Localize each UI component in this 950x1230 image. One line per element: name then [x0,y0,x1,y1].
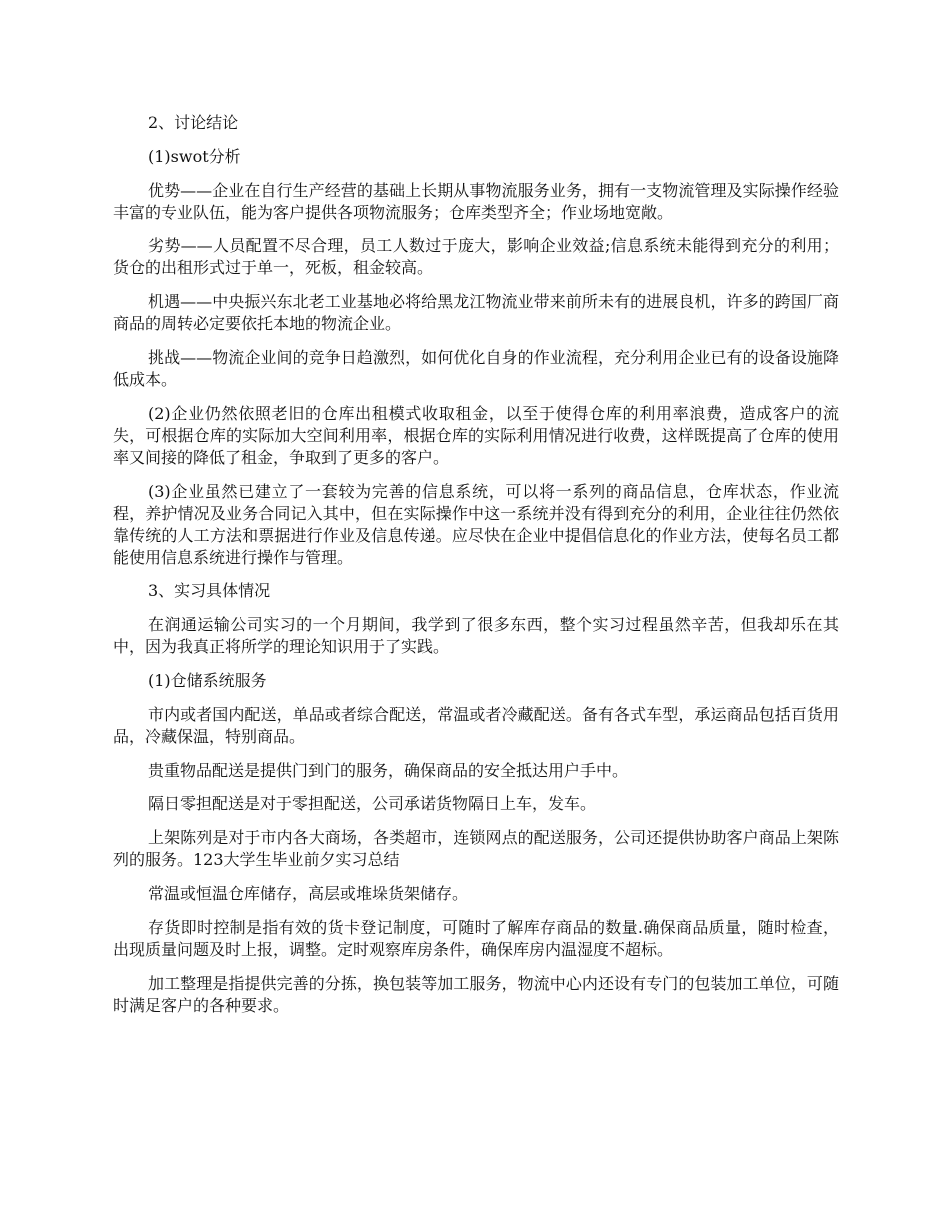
paragraph-valuables: 贵重物品配送是提供门到门的服务，确保商品的安全抵达用户手中。 [148,760,629,780]
paragraph-strengths: 优势——企业在自行生产经营的基础上长期从事物流服务业务，拥有一支物流管理及实际操作经验丰富的专业队伍，能为客户提供各项物流服务；仓库类型齐全；作业场地宽敞。 [113,180,839,222]
subheading-swot: (1)swot分析 [148,146,241,166]
paragraph-next-day: 隔日零担配送是对于零担配送，公司承诺货物隔日上车，发车。 [148,794,597,814]
document-body [113,112,839,1028]
paragraph-storage: 常温或恒温仓库储存，高层或堆垛货架储存。 [148,883,469,903]
paragraph-internship-intro: 在润通运输公司实习的一个月期间，我学到了很多东西，整个实习过程虽然辛苦，但我却乐在其中，因为我真正将所学的理论知识用于了实践。 [113,615,839,657]
section-heading-discussion: 2、讨论结论 [148,113,239,132]
paragraph-delivery: 市内或者国内配送，单品或者综合配送，常温或者冷藏配送。备有各式车型，承运商品包括百货用品，冷藏保温，特别商品。 [113,704,839,746]
paragraph-threats: 挑战——物流企业间的竞争日趋激烈，如何优化自身的作业流程，充分利用企业已有的设备设施降低成本。 [113,347,839,389]
paragraph-processing: 加工整理是指提供完善的分拣，换包装等加工服务，物流中心内还设有专门的包装加工单位，可随时满足客户的各种要求。 [113,973,839,1015]
paragraph-weaknesses: 劣势——人员配置不尽合理，员工人数过于庞大，影响企业效益;信息系统未能得到充分的利用；货仓的出租形式过于单一，死板，租金较高。 [113,236,839,278]
paragraph-point-3: (3)企业虽然已建立了一套较为完善的信息系统，可以将一系列的商品信息，仓库状态，作业流程，养护情况及业务合同记入其中，但在实际操作中这一系统并没有得到充分的利用，企业往往仍然依靠传统的人工方法和票据进行作业及信息传递。应尽快在企业中提倡信息化的作业方法，使每名员工都能使用信息系统进行操作与管理。 [113,481,839,567]
subheading-warehouse-service: (1)仓储系统服务 [148,670,267,690]
paragraph-shelving: 上架陈列是对于市内各大商场，各类超市，连锁网点的配送服务，公司还提供协助客户商品上架陈列的服务。123大学生毕业前夕实习总结 [113,828,839,870]
paragraph-point-2: (2)企业仍然依照老旧的仓库出租模式收取租金，以至于使得仓库的利用率浪费，造成客户的流失，可根据仓库的实际加大空间利用率，根据仓库的实际利用情况进行收费，这样既提高了仓库的使用率又间接的降低了租金，争取到了更多的客户。 [113,403,839,467]
paragraph-inventory: 存货即时控制是指有效的货卡登记制度，可随时了解库存商品的数量.确保商品质量，随时检查，出现质量问题及时上报，调整。定时观察库房条件，确保库房内温湿度不超标。 [113,917,839,959]
paragraph-opportunities: 机遇——中央振兴东北老工业基地必将给黑龙江物流业带来前所未有的进展良机，许多的跨国厂商商品的周转必定要依托本地的物流企业。 [113,292,839,334]
section-heading-internship: 3、实习具体情况 [148,581,271,601]
